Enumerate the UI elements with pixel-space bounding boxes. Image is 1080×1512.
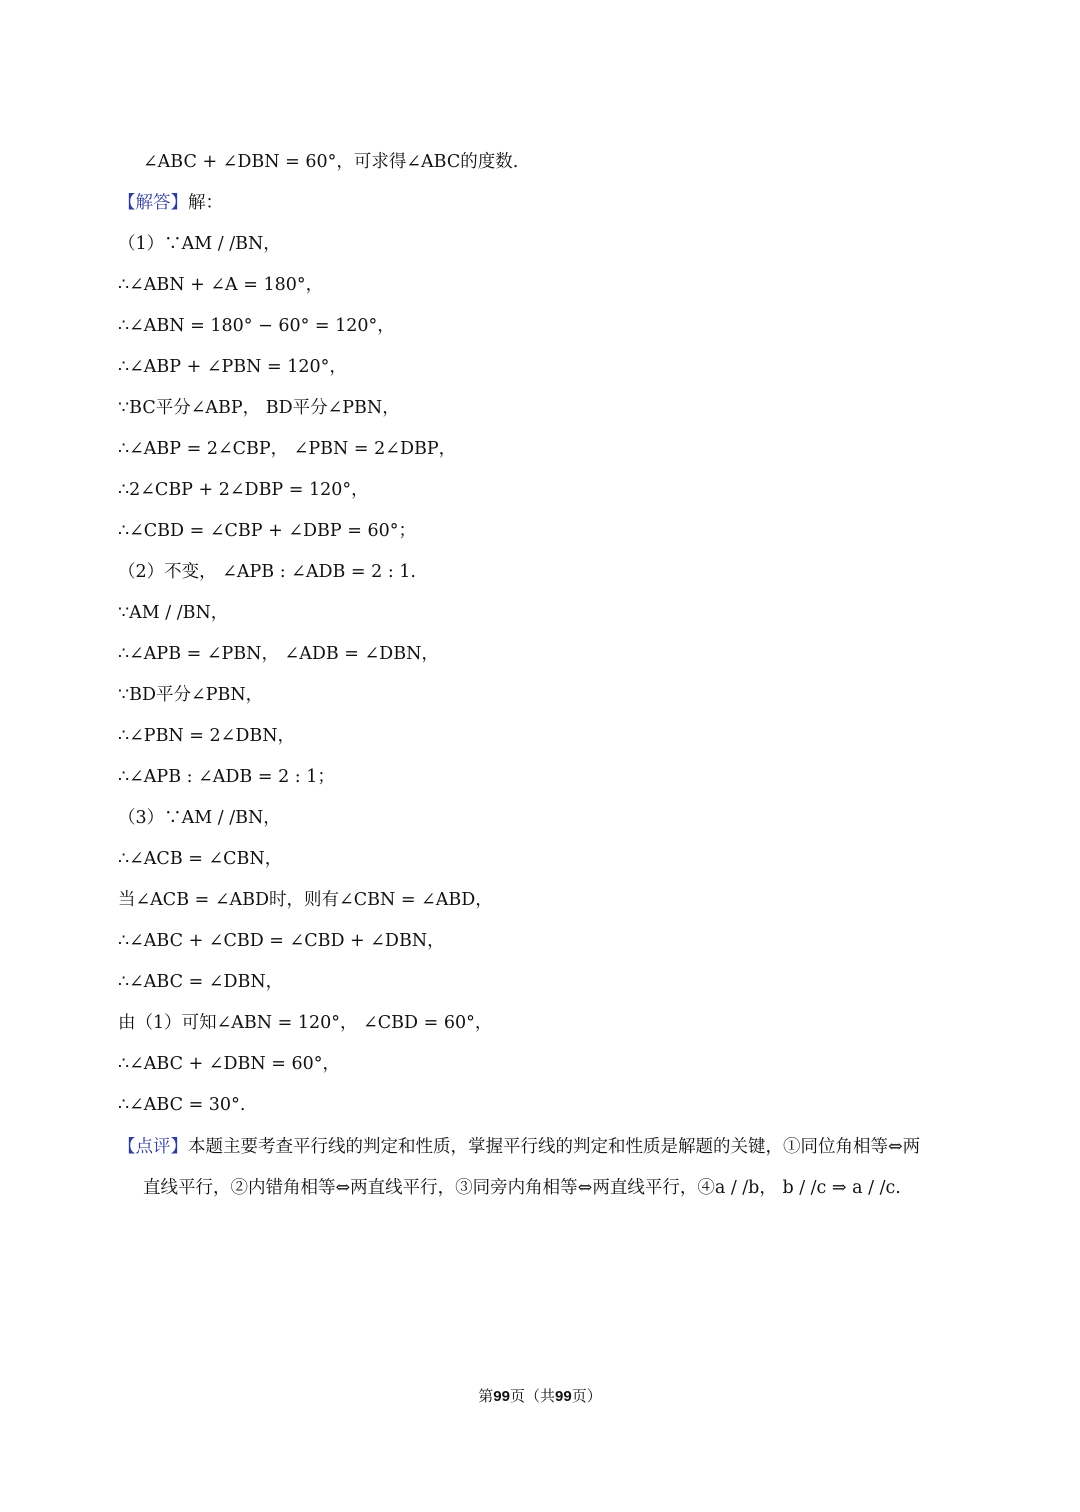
text-line: ∴∠ABC = ∠DBN， [118, 972, 284, 992]
text-line: （3）∵AM / /BN， [118, 808, 281, 828]
total-pages: 99 [555, 1388, 572, 1405]
text-line: ∴∠APB : ∠ADB = 2 : 1； [118, 767, 335, 787]
text-line: ∴∠ABC = 30°. [118, 1095, 246, 1115]
text-line: 解： [188, 193, 223, 213]
text-line: ∵BC平分∠ABP， BD平分∠PBN， [118, 398, 400, 418]
text-line: ∴∠ABC + ∠DBN = 60°， [118, 1054, 340, 1074]
text-line: ∵BD平分∠PBN， [118, 685, 264, 705]
text-line: 当∠ACB = ∠ABD时，则有∠CBN = ∠ABD， [118, 890, 493, 910]
text-line: ∵AM / /BN， [118, 603, 229, 623]
footer-suffix: 页） [571, 1387, 602, 1405]
page-footer [0, 1385, 1080, 1406]
text-line: 本题主要考查平行线的判定和性质，掌握平行线的判定和性质是解题的关键，①同位角相等⇔两 [188, 1137, 921, 1157]
text-line: ∴∠ABC + ∠CBD = ∠CBD + ∠DBN， [118, 931, 445, 951]
footer-prefix: 第 [478, 1387, 494, 1405]
comment-line [118, 1135, 920, 1159]
page-number: 99 [493, 1388, 510, 1405]
text-line: ∴∠ABP = 2∠CBP， ∠PBN = 2∠DBP， [118, 439, 457, 459]
text-line: （1）∵AM / /BN， [118, 234, 281, 254]
text-line: 直线平行，②内错角相等⇔两直线平行，③同旁内角相等⇔两直线平行，④a / /b， b / /c ⇒ a / /c. [143, 1178, 901, 1198]
text-line: ∴∠ABN = 180° − 60° = 120°， [118, 316, 395, 336]
text-line: ∴∠ACB = ∠CBN， [118, 849, 283, 869]
text-line: ∴∠ABN + ∠A = 180°， [118, 275, 324, 295]
text-line: ∴∠ABP + ∠PBN = 120°， [118, 357, 347, 377]
text-line: ∠ABC + ∠DBN = 60°，可求得∠ABC的度数. [143, 152, 519, 172]
answer-tag: 【解答】 [118, 193, 188, 213]
text-line: ∴2∠CBP + 2∠DBP = 120°， [118, 480, 369, 500]
text-line: ∴∠PBN = 2∠DBN， [118, 726, 296, 746]
answer-line [118, 191, 223, 215]
text-line: （2）不变， ∠APB : ∠ADB = 2 : 1. [118, 562, 416, 582]
footer-middle: 页（共 [509, 1387, 555, 1405]
text-line: ∴∠CBD = ∠CBP + ∠DBP = 60°； [118, 521, 416, 541]
text-line: ∴∠APB = ∠PBN， ∠ADB = ∠DBN， [118, 644, 439, 664]
text-line: 由（1）可知∠ABN = 120°， ∠CBD = 60°， [118, 1013, 493, 1033]
comment-tag: 【点评】 [118, 1137, 188, 1157]
